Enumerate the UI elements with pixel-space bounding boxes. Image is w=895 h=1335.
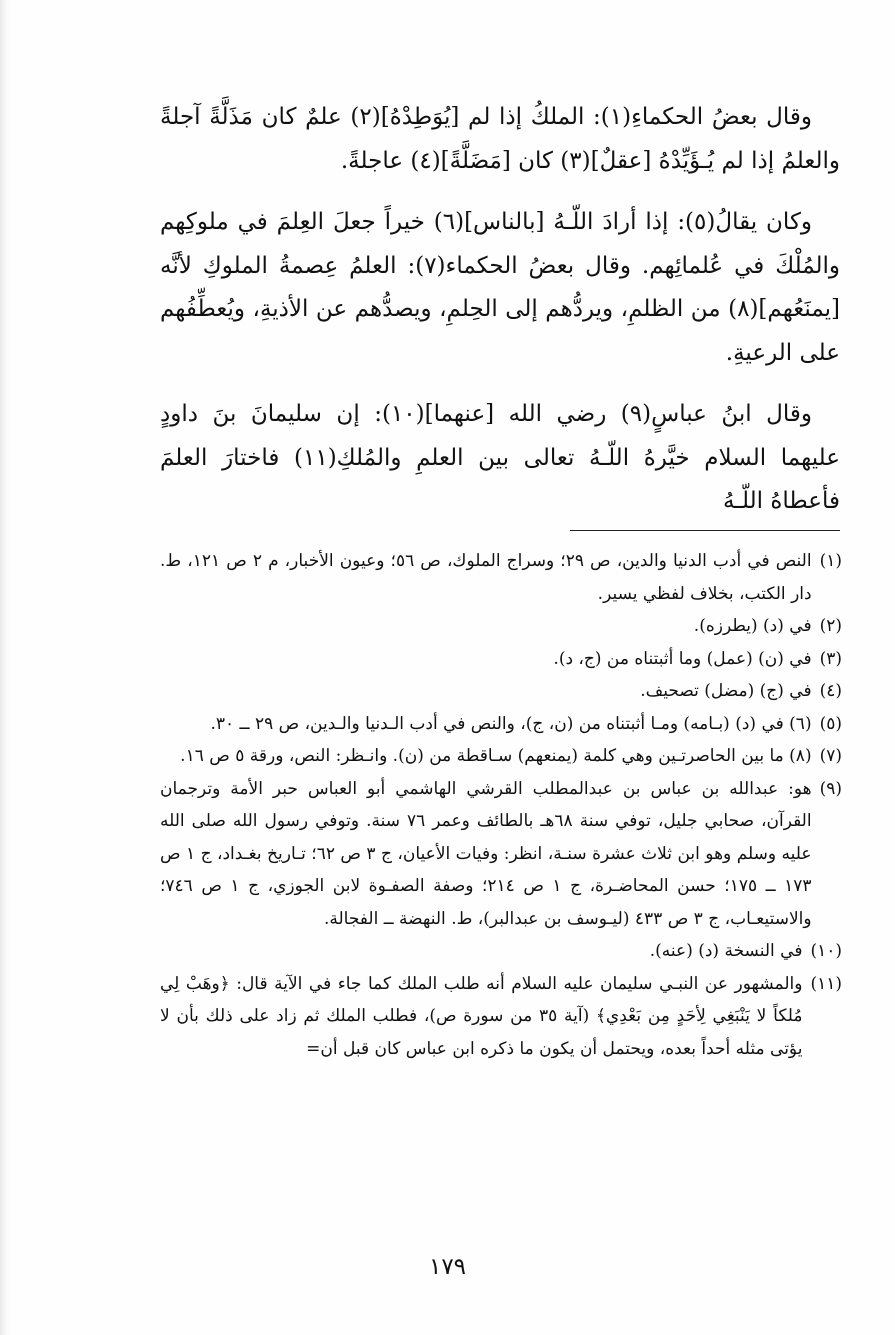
- footnote-number: (١١): [810, 973, 842, 994]
- page-gutter-edge: [0, 0, 10, 1335]
- footnote-text: النص في أدب الدنيا والدين، ص ٢٩؛ وسراج الملوك، ص ٥٦؛ وعيون الأخبار، م ٢ ص ١٢١، ط. دار الكتب، بخلاف لفظي يسير.: [160, 551, 812, 604]
- footnote-number: (٢): [819, 616, 842, 636]
- footnote-number: (٧): [819, 746, 842, 766]
- footnote-text: في (ج) (مضل) تصحيف.: [640, 681, 812, 701]
- footnote-item: [160, 643, 842, 676]
- footnote-text: (٨) ما بين الحاصرتـين وهي كلمة (يمنعهم) سـاقطة من (ن). وانـظر: النص، ورقة ٥ ص ١٦.: [180, 746, 812, 766]
- footnote-text: هو: عبدالله بن عباس بن عبدالمطلب القرشي الهاشمي أبو العباس حبر الأمة وترجمان القرآن، صحابي جليل، توفي سنة ٦٨هـ بالطائف وعمر ٧٦ سنة. وتوفي رسول الله صلى الله عليه وسلم وهو ابن ثلاث عشرة سنـة، انظر: وفيات الأعيان، ج ٣ ص ٦٢؛ تـاريخ بغـداد، ج ١ ص ١٧٣ ــ ١٧٥؛ حسن المحاضـرة، ج ١ ص ٢١٤؛ وصفة الصفـوة لابن الجوزي، ج ١ ص ٧٤٦؛ والاستيعـاب، ج ٣ ص ٤٣٣ (ليـوسف بن عبدالبر)، ط. النهضة ــ الفجالة.: [160, 778, 812, 929]
- paragraph-2: وكان يقالُ(٥): إذا أرادَ اللّـهُ [بالناس](٦) خيراً جعلَ العِلمَ في ملوكِهم والمُلْكَ في عُلمائِهم. وقال بعضُ الحكماء(٧): العلمُ عِصمةُ الملوكِ لأنَّه [يمنَعُهم](٨) من الظلمِ، ويردُّهم إلى الحِلمِ، ويصدُّهم عن الأذيةِ، ويُعطِّفُهم على الرعيةِ.: [160, 209, 841, 366]
- paragraph-3: وقال ابنُ عباسٍ(٩) رضي الله [عنهما](١٠): إن سليمانَ بنَ داودٍ عليهما السلام خيَّرهُ اللّـهُ تعالى بين العلمِ والمُلكِ(١١) فاختارَ العلمَ فأعطاهُ اللّـهُ: [160, 401, 840, 514]
- footnote-text: (٦) في (د) (بـامه) ومـا أثبتناه من (ن، ج)، والنص في أدب الـدنيا والـدين، ص ٢٩ ــ ٣٠.: [210, 713, 812, 734]
- footnote-item: [160, 935, 842, 968]
- footnote-number: (٥): [819, 713, 842, 734]
- main-text: [160, 96, 840, 524]
- footnote-item: [160, 675, 842, 708]
- footnote-number: (١٠): [810, 941, 842, 961]
- footnote-number: (٤): [819, 681, 842, 701]
- footnote-item: [160, 545, 842, 610]
- footnote-item: [160, 773, 842, 936]
- page-number: ١٧٩: [428, 1254, 467, 1280]
- footnote-text: في (ن) (عمل) وما أثبتناه من (ج، د).: [553, 648, 812, 669]
- footnote-number: (٩): [819, 778, 842, 799]
- paragraph-1: وقال بعضُ الحكماءِ(١): الملكُ إذا لم [يُوَطِدْهُ](٢) علمٌ كان مَذَلَّةً آجلةً والعلمُ إذا لم يُـؤَيِّدْهُ [عقلٌ](٣) كان [مَضَلَّةً](٤) عاجلةً.: [160, 104, 840, 174]
- footnote-item: [160, 610, 842, 643]
- footnote-item: [160, 708, 842, 741]
- footnote-item: [160, 968, 842, 1066]
- footnotes-list: [160, 545, 842, 1065]
- footnote-number: (٣): [819, 648, 842, 669]
- footnote-text: والمشهور عن النبـي سليمان عليه السلام أنه طلب الملك كما جاء في الآية قال: ﴿وهَبْ لِي مُلكاً لا يَنْبَغِي لِأحَدٍ مِن بَعْدِي﴾ (آية ٣٥ من سورة ص)، فطلب الملك ثم زاد على ذلك بأن لا يؤتى مثله أحداً بعده، ويحتمل أن يكون ما ذكره ابن عباس كان قبل أن=: [160, 973, 803, 1059]
- footnote-text: في (د) (يطرزه).: [693, 616, 812, 636]
- footnote-number: (١): [819, 551, 842, 571]
- footnote-separator: [570, 530, 840, 531]
- footnote-text: في النسخة (د) (عنه).: [649, 941, 803, 961]
- footnote-item: [160, 740, 842, 773]
